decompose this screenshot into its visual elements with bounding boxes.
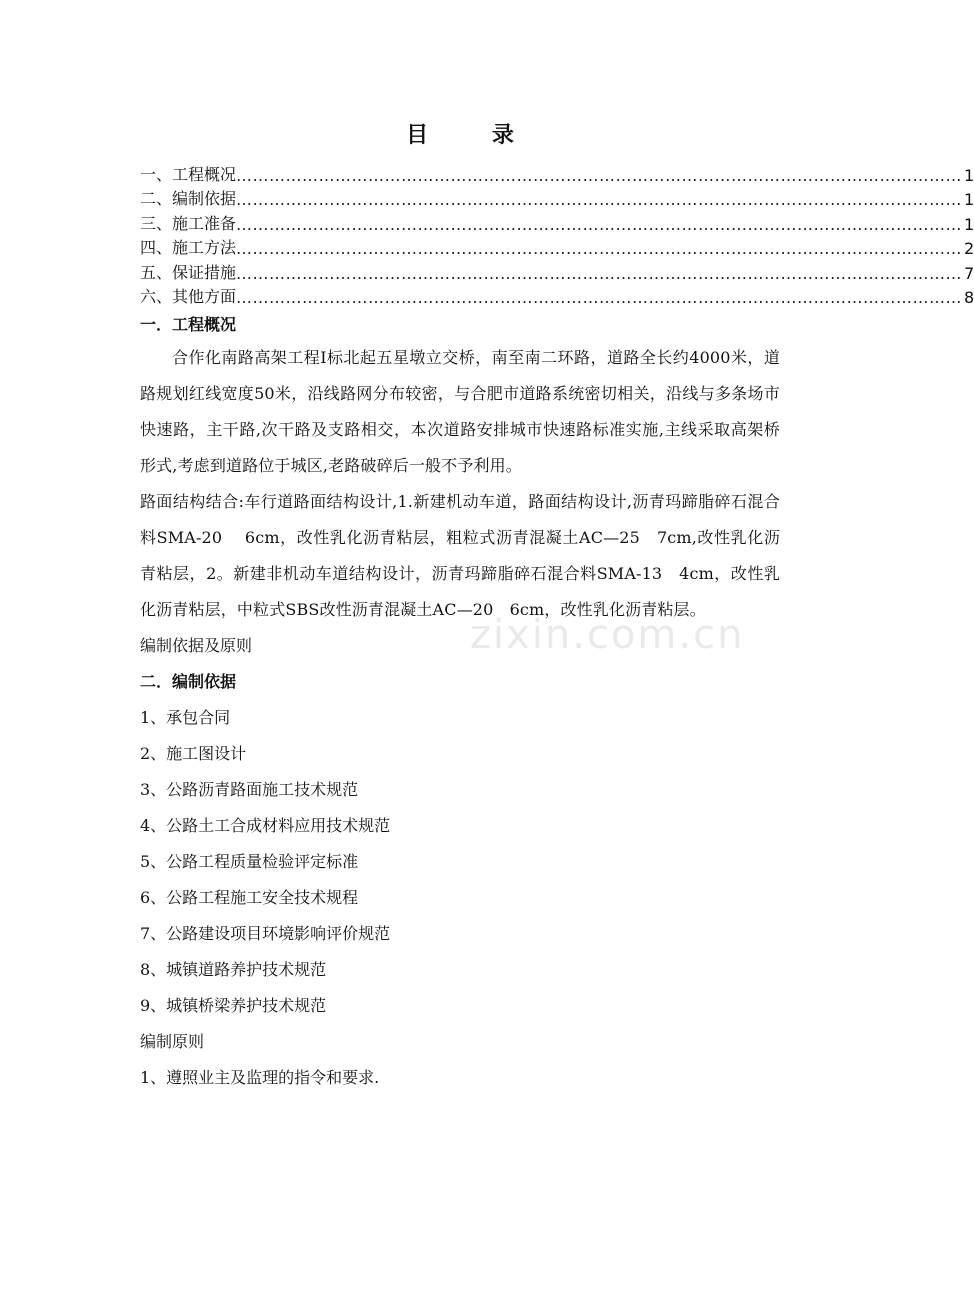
list-item: 4、公路土工合成材料应用技术规范 (140, 816, 391, 835)
toc-leader-dots: …………………………………………………………………………………………………………………… (236, 263, 963, 283)
list-item: 2、施工图设计 (140, 744, 247, 763)
toc-item[interactable] (140, 185, 974, 210)
toc-item-page: 1 (964, 165, 974, 185)
toc-item-page: 1 (964, 190, 974, 209)
list-item: 1、遵照业主及监理的指令和要求. (140, 1068, 380, 1087)
toc-item-page: 1 (964, 214, 974, 234)
toc-leader-dots: …………………………………………………………………………………………………………………… (236, 239, 963, 258)
list-item: 5、公路工程质量检验评定标准 (140, 852, 359, 871)
basis-and-principles-label: 编制依据及原则 (140, 636, 253, 655)
toc-item[interactable] (140, 209, 974, 234)
toc-leader-dots: …………………………………………………………………………………………………………………… (236, 214, 963, 234)
toc-leader-dots: …………………………………………………………………………………………………………………… (236, 165, 963, 185)
toc-item-label: 六、其他方面 (140, 287, 237, 306)
toc-item-label: 三、施工准备 (140, 213, 237, 233)
list-item: 7、公路建设项目环境影响评价规范 (140, 924, 391, 943)
toc-item-label: 二、编制依据 (140, 189, 237, 208)
principles-label: 编制原则 (140, 1032, 205, 1051)
toc-item[interactable] (140, 283, 974, 308)
list-item: 9、城镇桥梁养护技术规范 (140, 996, 327, 1015)
toc-item-label: 四、施工方法 (140, 238, 237, 257)
toc-item-page: 7 (964, 263, 974, 283)
toc-leader-dots: …………………………………………………………………………………………………………………… (236, 288, 963, 307)
toc-item[interactable] (140, 258, 974, 283)
list-item: 8、城镇道路养护技术规范 (140, 960, 327, 979)
toc-item[interactable] (140, 234, 974, 259)
watermark: zixin.com.cn (470, 612, 745, 658)
toc-title: 目 录 (406, 123, 542, 148)
list-item: 3、公路沥青路面施工技术规范 (140, 780, 359, 799)
document-body (140, 310, 780, 1096)
toc-item-page: 8 (964, 288, 974, 307)
project-overview-paragraph: 合作化南路高架工程Ⅰ标北起五星墩立交桥，南至南二环路，道路全长约4000米，道路规划红线宽度50米，沿线路网分布较密，与合肥市道路系统密切相关，沿线与多条场市快速路，主干路,次干路及支路相交，本次道路安排城市快速路标准实施,主线采取高架桥形式,考虑到道路位于城区,老路破碎后一般不予利用。 (140, 348, 780, 475)
pavement-structure-paragraph: 路面结构结合:车行道路面结构设计,1.新建机动车道，路面结构设计,沥青玛蹄脂碎石混合料SMA-20 6cm，改性乳化沥青粘层，粗粒式沥青混凝土AC—25 7cm,改性乳化沥青粘层，2。新建非机动车道结构设计，沥青玛蹄脂碎石混合料SMA-13 4cm，改性乳化沥青粘层，中粒式SBS改性沥青混凝土AC—20 6cm，改性乳化沥青粘层。 (140, 492, 780, 619)
section-heading: 二．编制依据 (140, 672, 237, 691)
toc-item-label: 五、保证措施 (140, 262, 237, 282)
list-item: 1、承包合同 (140, 708, 231, 727)
list-item: 6、公路工程施工安全技术规程 (140, 888, 359, 907)
table-of-contents (140, 160, 974, 307)
toc-leader-dots: …………………………………………………………………………………………………………………… (236, 190, 963, 209)
section-heading: 一．工程概况 (140, 315, 237, 334)
toc-item-label: 一、工程概况 (140, 164, 237, 184)
toc-item-page: 2 (964, 239, 974, 258)
toc-item[interactable] (140, 160, 974, 185)
